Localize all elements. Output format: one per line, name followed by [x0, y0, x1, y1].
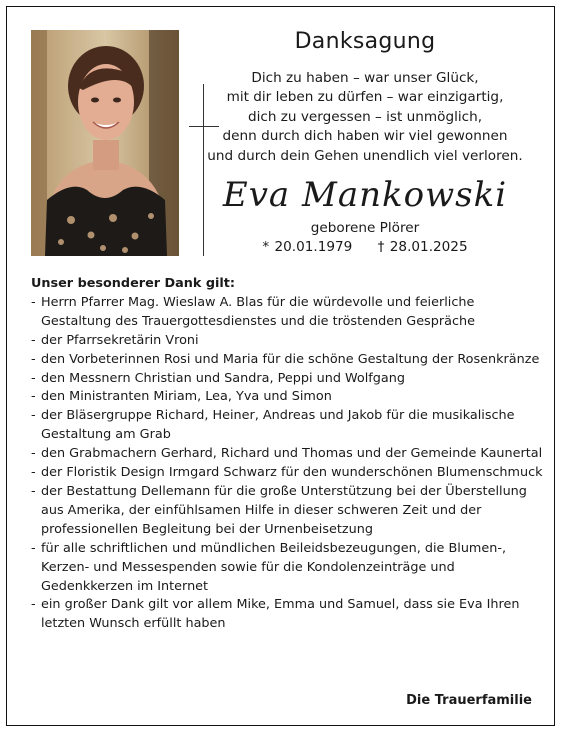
deceased-name: Eva Mankowski: [222, 175, 508, 215]
list-item: - ein großer Dank gilt vor allem Mike, Emma und Samuel, dass sie Eva Ihren letzten Wunsch erfüllt haben: [31, 596, 543, 634]
portrait-photo: [31, 30, 179, 256]
list-item: - den Ministranten Miriam, Lea, Yva und Simon: [31, 388, 543, 407]
list-item: - der Bestattung Dellemann für die große Unterstützung bei der Überstellung aus Amerika, der einfühlsamen Hilfe in dieser schweren Zeit und der professionellen Begleitung bei der Urnenbeisetzung: [31, 483, 543, 540]
list-item: - der Bläsergruppe Richard, Heiner, Andreas und Jakob für die musikalische Gestaltung am Grab: [31, 407, 543, 445]
list-item: - den Vorbeterinnen Rosi und Maria für die schöne Gestaltung der Rosenkränze: [31, 351, 543, 370]
thanks-heading: Unser besonderer Dank gilt:: [31, 276, 236, 291]
list-item: - für alle schriftlichen und mündlichen Beileidsbezeugungen, die Blumen-, Kerzen- und Messespenden sowie für die Kondolenzeinträge und Gedenkkerzen im Internet: [31, 540, 543, 597]
list-item: - den Messnern Christian und Sandra, Peppi und Wolfgang: [31, 370, 543, 389]
memorial-poem: Dich zu haben – war unser Glück, mit dir leben zu dürfen – war einzigartig, dich zu vergessen – ist unmöglich, denn durch dich haben wir viel gewonnen und durch dein Gehen unendlich viel verloren.: [207, 70, 523, 164]
signature: Die Trauerfamilie: [406, 693, 532, 708]
thanks-section: [31, 275, 543, 634]
list-item: - Herrn Pfarrer Mag. Wieslaw A. Blas für die würdevolle und feierliche Gestaltung des Trauergottesdienstes und die tröstenden Gespräche: [31, 294, 543, 332]
life-dates: [193, 239, 537, 255]
thanks-list: [31, 294, 543, 634]
death-date: † 28.01.2025: [377, 239, 468, 255]
notice-title: Danksagung: [294, 29, 436, 54]
list-item: - den Grabmachern Gerhard, Richard und Thomas und der Gemeinde Kaunertal: [31, 445, 543, 464]
obituary-card: [6, 6, 555, 726]
list-item: - der Pfarrsekretärin Vroni: [31, 332, 543, 351]
list-item: - der Floristik Design Irmgard Schwarz für den wunderschönen Blumenschmuck: [31, 464, 543, 483]
birth-date: * 20.01.1979: [262, 239, 353, 255]
maiden-name: geborene Plörer: [310, 220, 420, 236]
